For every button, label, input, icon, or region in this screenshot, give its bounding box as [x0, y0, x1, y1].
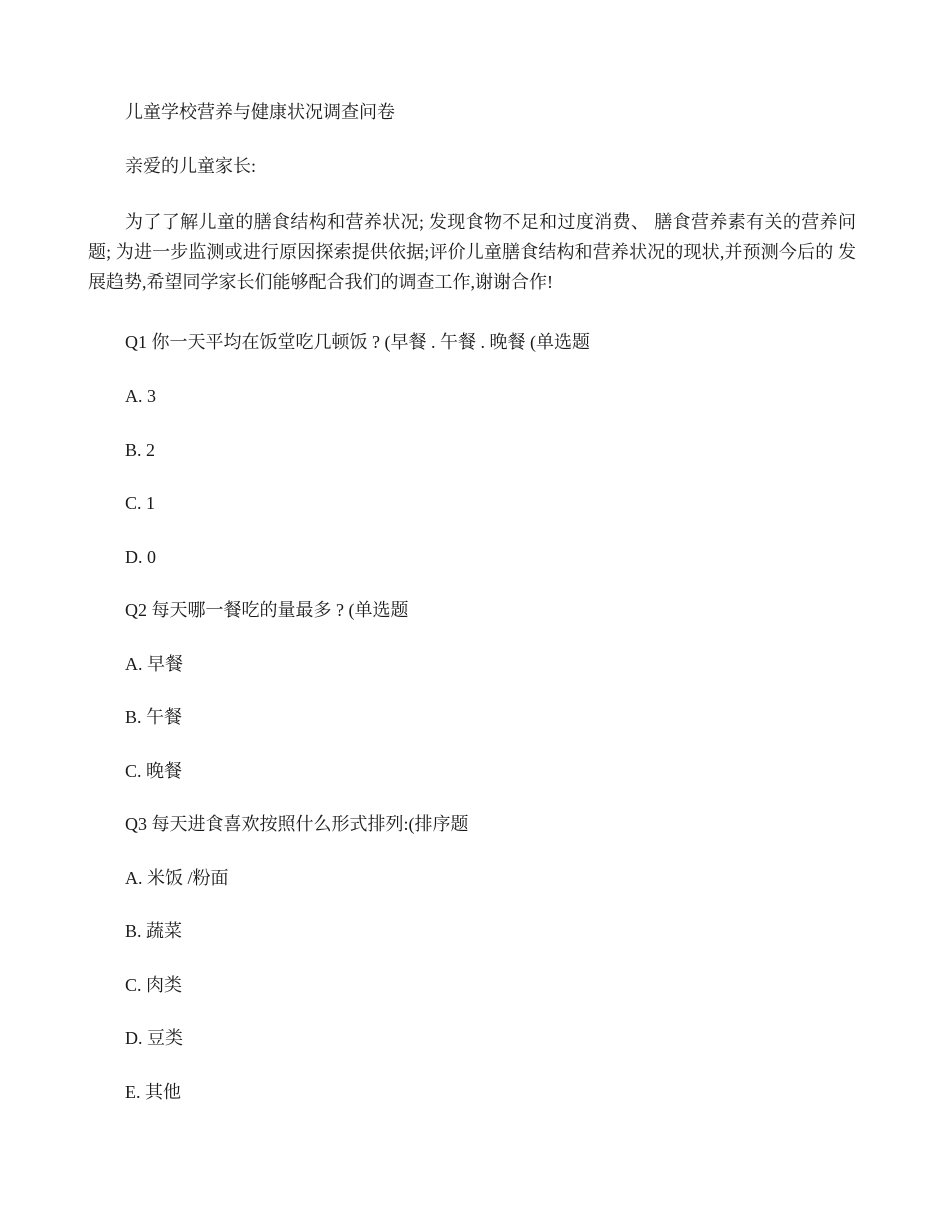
q3-option-c: C. 肉类 [125, 975, 183, 995]
document-title: 儿童学校营养与健康状况调查问卷 [125, 102, 395, 122]
q3-option-b: B. 蔬菜 [125, 921, 183, 941]
question-q3: Q3 每天进食喜欢按照什么形式排列:(排序题 [125, 814, 469, 834]
intro-paragraph: 为了了解儿童的膳食结构和营养状况; 发现食物不足和过度消费、 膳食营养素有关的营养问题; 为进一步监测或进行原因探索提供依据;评价儿童膳食结构和营养状况的现状,并预测今后的 发展趋势,希望同学家长们能够配合我们的调查工作,谢谢合作! [88, 212, 856, 292]
salutation: 亲爱的儿童家长: [125, 156, 257, 176]
q1-option-a: A. 3 [125, 386, 156, 406]
q3-option-d: D. 豆类 [125, 1028, 183, 1048]
question-q1: Q1 你一天平均在饭堂吃几顿饭 ? (早餐 . 午餐 . 晚餐 (单选题 [125, 332, 590, 352]
q1-option-c: C. 1 [125, 493, 156, 513]
question-q2: Q2 每天哪一餐吃的量最多 ? (单选题 [125, 600, 409, 620]
q2-option-b: B. 午餐 [125, 707, 183, 727]
q3-option-e: E. 其他 [125, 1082, 181, 1102]
q1-option-b: B. 2 [125, 440, 156, 460]
q2-option-c: C. 晚餐 [125, 761, 183, 781]
q3-option-a: A. 米饭 /粉面 [125, 868, 229, 888]
q2-option-a: A. 早餐 [125, 654, 183, 674]
q1-option-d: D. 0 [125, 547, 156, 567]
